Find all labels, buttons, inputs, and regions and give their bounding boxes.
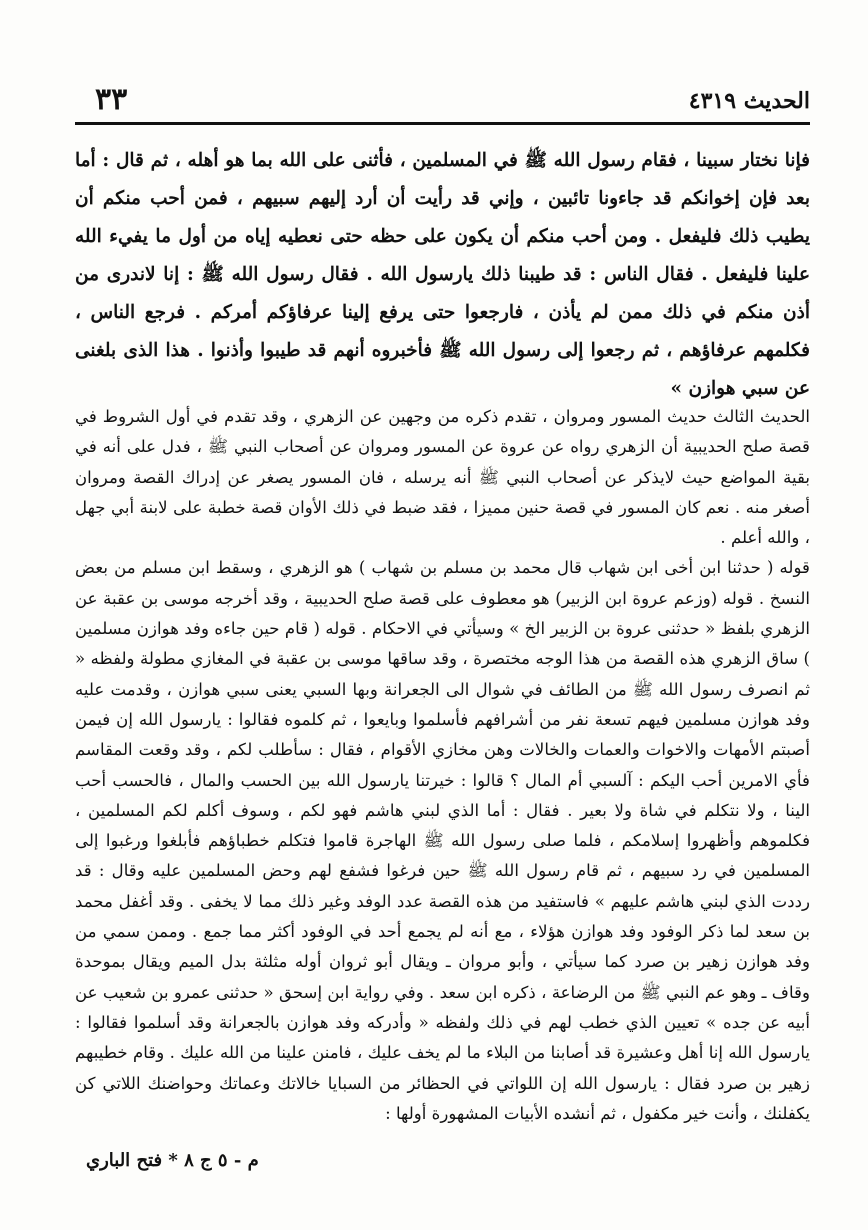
commentary-paragraph-1: الحديث الثالث حديث المسور ومروان ، تقدم ذكره من وجهين عن الزهري ، وقد تقدم في أول الشروط في قصة صلح الحديبية أن الزهري رواه عن عروة عن المسور ومروان عن أصحاب النبي ﷺ ، فدل على أنه في بقية المواضع حيث لايذكر عن أصحاب النبي ﷺ أنه يرسله ، فان المسور يصغر عن إدراك القصة ومروان أصغر منه . نعم كان المسور في قصة حنين مميزا ، فقد ضبط في ذلك الأوان قصة خطبة على لابنة أبي جهل ، والله أعلم .: [75, 407, 810, 548]
hadith-text-block: [75, 142, 810, 408]
page-number: ٣٣: [95, 82, 128, 117]
printer-signature: م - ٥ ج ٨ * فتح الباري: [86, 1150, 259, 1171]
page-header: [75, 82, 810, 125]
hadith-paragraph: فإنا نختار سبينا ، فقام رسول الله ﷺ في المسلمين ، فأثنى على الله بما هو أهله ، ثم قال : أما بعد فإن إخوانكم قد جاءونا تائبين ، وإني قد رأيت أن أرد إليهم سبيهم ، فمن أحب منكم أن يطيب ذلك فليفعل . ومن أحب منكم أن يكون على حظه حتى نعطيه إياه من أول ما يفيء الله علينا فليفعل . فقال الناس : قد طيبنا ذلك يارسول الله . فقال رسول الله ﷺ : إنا لاندرى من أذن منكم في ذلك ممن لم يأذن ، فارجعوا حتى يرفع إلينا عرفاؤكم أمركم . فرجع الناس ، فكلمهم عرفاؤهم ، ثم رجعوا إلى رسول الله ﷺ فأخبروه أنهم قد طيبوا وأذنوا . هذا الذى بلغنى عن سبي هوازن »: [75, 150, 810, 399]
running-head: الحديث ٤٣١٩: [688, 88, 810, 114]
commentary-text-block: [75, 402, 810, 1129]
commentary-paragraph-2: قوله ( حدثنا ابن أخى ابن شهاب قال محمد بن مسلم بن شهاب ) هو الزهري ، وسقط ابن مسلم من بعض النسخ . قوله (وزعم عروة ابن الزبير) هو معطوف على قصة صلح الحديبية ، وقد أخرجه موسى بن عقبة عن الزهري بلفظ « حدثنى عروة بن الزبير الخ » وسيأتي في الاحكام . قوله ( قام حين جاءه وفد هوازن مسلمين ) ساق الزهري هذه القصة من هذا الوجه مختصرة ، وقد ساقها موسى بن عقبة في المغازي مطولة ولفظه « ثم انصرف رسول الله ﷺ من الطائف في شوال الى الجعرانة وبها السبي يعنى سبي هوازن ، وقدمت عليه وفد هوازن مسلمين فيهم تسعة نفر من أشرافهم فأسلموا وبايعوا ، ثم كلموه فقالوا : يارسول الله إن فيمن أصبتم الأمهات والاخوات والعمات والخالات وهن مخازي الأقوام ، فقال : سأطلب لكم ، وقد وقعت المقاسم فأي الامرين أحب اليكم : آلسبي أم المال ؟ قالوا : خيرتنا يارسول الله بين الحسب والمال ، فالحسب أحب الينا ، ولا نتكلم في شاة ولا بعير . فقال : أما الذي لبني هاشم فهو لكم ، وسوف أكلم لكم المسلمين ، فكلموهم وأظهروا إسلامكم ، فلما صلى رسول الله ﷺ الهاجرة قاموا فتكلم خطباؤهم فأبلغوا ورغبوا إلى المسلمين في رد سبيهم ، ثم قام رسول الله ﷺ حين فرغوا فشفع لهم وحض المسلمين عليه وقال : قد رددت الذي لبني هاشم عليهم » فاستفيد من هذه القصة عدد الوفد وغير ذلك مما لا يخفى . وقد أغفل محمد بن سعد لما ذكر الوفود وفد هوازن هؤلاء ، مع أنه لم يجمع أحد في الوفود أكثر مما جمع . وممن سمي من وفد هوازن زهير بن صرد كما سيأتي ، وأبو مروان ـ ويقال أبو ثروان أوله مثلثة بدل الميم ويقال بموحدة وقاف ـ وهو عم النبي ﷺ من الرضاعة ، ذكره ابن سعد . وفي رواية ابن إسحق « حدثنى عمرو بن شعيب عن أبيه عن جده » تعيين الذي خطب لهم في ذلك ولفظه « وأدركه وفد هوازن بالجعرانة وقد أسلموا فقالوا : يارسول الله إنا أهل وعشيرة قد أصابنا من البلاء ما لم يخف عليك ، فامنن علينا من الله عليك . وقام خطيبهم زهير بن صرد فقال : يارسول الله إن اللواتي في الحظائر من السبايا خالاتك وعماتك وحواضنك اللاتي كن يكفلنك ، وأنت خير مكفول ، ثم أنشده الأبيات المشهورة أولها :: [75, 558, 810, 1123]
